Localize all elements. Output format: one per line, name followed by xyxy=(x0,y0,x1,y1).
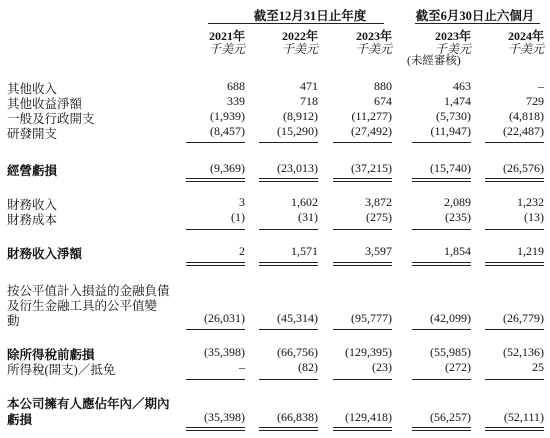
cell-2023: (23) xyxy=(372,360,392,374)
column-unit: 千美元 xyxy=(507,42,544,56)
cell-2021: – xyxy=(239,360,245,374)
cell-2023-h1: 2,089 xyxy=(444,195,471,209)
column-unit: 千美元 xyxy=(208,42,245,56)
cell-2024-h1: 25 xyxy=(532,360,544,374)
cell-2023: 3,872 xyxy=(365,195,392,209)
cell-2023-h1: (11,947) xyxy=(430,124,471,138)
cell-2024-h1: 1,219 xyxy=(517,244,544,258)
subtotal-underline xyxy=(186,142,245,143)
cell-2022: (31) xyxy=(298,210,318,224)
group-title-fiscal-year: 截至12月31日止年度 xyxy=(253,9,367,23)
cell-2023: (37,215) xyxy=(351,161,392,175)
total-double-underline xyxy=(485,262,544,266)
cell-2022: (23,013) xyxy=(277,161,318,175)
row-label-fair-value-change-line2: 及衍生金融工具的公平值變 xyxy=(7,299,158,313)
cell-2023: (275) xyxy=(366,210,392,224)
subtotal-underline xyxy=(485,142,544,143)
cell-2023-h1: (55,985) xyxy=(430,345,471,359)
subtotal-underline xyxy=(412,229,471,230)
subtotal-underline xyxy=(186,329,245,330)
subtotal-underline xyxy=(186,379,245,380)
subtotal-underline xyxy=(259,229,318,230)
cell-2021: (35,398) xyxy=(204,410,245,424)
column-year: 2023年 xyxy=(355,29,392,43)
cell-2023: (11,277) xyxy=(351,109,392,123)
cell-2024-h1: (26,576) xyxy=(503,161,544,175)
total-double-underline xyxy=(412,262,471,266)
cell-2022: (66,756) xyxy=(277,345,318,359)
column-year: 2024年 xyxy=(507,29,544,43)
row-label-fair-value-change-line3: 動 xyxy=(7,314,20,328)
cell-2023-h1: 1,854 xyxy=(444,244,471,258)
cell-2021: (1,939) xyxy=(210,109,245,123)
subtotal-underline xyxy=(186,229,245,230)
column-year: 2021年 xyxy=(208,29,245,43)
subtotal-underline xyxy=(259,329,318,330)
cell-2023-h1: (235) xyxy=(445,210,471,224)
subtotal-underline xyxy=(412,142,471,143)
total-double-underline xyxy=(412,427,471,431)
cell-2023: 674 xyxy=(374,94,392,108)
row-label-loss-before-tax: 除所得稅前虧損 xyxy=(7,348,95,362)
cell-2024-h1: – xyxy=(538,79,544,93)
cell-2021: (26,031) xyxy=(204,311,245,325)
cell-2021: 2 xyxy=(239,244,245,258)
cell-2021: (35,398) xyxy=(204,345,245,359)
cell-2023-h1: 463 xyxy=(453,79,471,93)
total-double-underline xyxy=(259,262,318,266)
total-double-underline xyxy=(333,427,392,431)
cell-2024-h1: 1,232 xyxy=(517,195,544,209)
group-underline-sixmonth xyxy=(415,23,540,24)
total-double-underline xyxy=(259,427,318,431)
subtotal-underline xyxy=(412,329,471,330)
column-unit: 千美元 xyxy=(281,42,318,56)
row-label-operating-loss: 經營虧損 xyxy=(7,164,58,178)
subtotal-underline xyxy=(485,379,544,380)
cell-2022: 718 xyxy=(300,94,318,108)
subtotal-underline xyxy=(333,379,392,380)
cell-2022: 1,602 xyxy=(291,195,318,209)
total-double-underline xyxy=(333,178,392,182)
total-double-underline xyxy=(186,178,245,182)
cell-2022: (8,912) xyxy=(283,109,318,123)
cell-2023-h1: (42,099) xyxy=(430,311,471,325)
cell-2023-h1: (56,257) xyxy=(430,410,471,424)
row-label-attributable-loss-line1: 本公司擁有人應佔年內／期內 xyxy=(7,397,170,411)
subtotal-underline xyxy=(412,379,471,380)
cell-2022: (66,838) xyxy=(277,410,318,424)
group-title-six-months: 截至6月30日止六個月 xyxy=(415,9,535,23)
cell-2024-h1: (52,136) xyxy=(503,345,544,359)
cell-2021: 339 xyxy=(227,94,245,108)
column-unit: 千美元 xyxy=(434,42,471,56)
cell-2023-h1: (15,740) xyxy=(430,161,471,175)
column-year: 2023年 xyxy=(434,29,471,43)
total-double-underline xyxy=(186,427,245,431)
cell-2023: 3,597 xyxy=(365,244,392,258)
cell-2023: (27,492) xyxy=(351,124,392,138)
cell-2022: (45,314) xyxy=(277,311,318,325)
cell-2022: (82) xyxy=(298,360,318,374)
cell-2023: (129,395) xyxy=(345,345,392,359)
total-double-underline xyxy=(333,262,392,266)
row-label-rd-expenses: 研發開支 xyxy=(7,127,58,141)
cell-2023-h1: (5,730) xyxy=(436,109,471,123)
cell-2021: (8,457) xyxy=(210,124,245,138)
row-label-finance-costs: 財務成本 xyxy=(7,213,58,227)
total-double-underline xyxy=(485,178,544,182)
cell-2021: (1) xyxy=(231,210,245,224)
cell-2022: 471 xyxy=(300,79,318,93)
cell-2023: 880 xyxy=(374,79,392,93)
group-underline-fiscal xyxy=(208,23,384,24)
row-label-admin-expenses: 一般及行政開支 xyxy=(7,112,95,126)
row-label-other-income: 其他收入 xyxy=(7,82,58,96)
column-note-unaudited: (未經審核) xyxy=(407,55,461,67)
cell-2024-h1: (4,818) xyxy=(509,109,544,123)
cell-2024-h1: (13) xyxy=(524,210,544,224)
cell-2023-h1: 1,474 xyxy=(444,94,471,108)
total-double-underline xyxy=(412,178,471,182)
cell-2021: (9,369) xyxy=(210,161,245,175)
total-double-underline xyxy=(259,178,318,182)
subtotal-underline xyxy=(333,329,392,330)
subtotal-underline xyxy=(485,329,544,330)
column-unit: 千美元 xyxy=(355,42,392,56)
row-label-other-gains-net: 其他收益淨額 xyxy=(7,97,83,111)
subtotal-underline xyxy=(485,229,544,230)
row-label-attributable-loss-line2: 虧損 xyxy=(7,413,33,427)
cell-2023: (95,777) xyxy=(351,311,392,325)
cell-2024-h1: (22,487) xyxy=(503,124,544,138)
cell-2023: (129,418) xyxy=(345,410,392,424)
row-label-fair-value-change-line1: 按公平值計入損益的金融負債 xyxy=(7,284,170,298)
column-year: 2022年 xyxy=(281,29,318,43)
cell-2021: 3 xyxy=(239,195,245,209)
total-double-underline xyxy=(186,262,245,266)
cell-2023-h1: (272) xyxy=(445,360,471,374)
subtotal-underline xyxy=(259,142,318,143)
cell-2022: 1,571 xyxy=(291,244,318,258)
row-label-finance-income: 財務收入 xyxy=(7,198,58,212)
subtotal-underline xyxy=(333,142,392,143)
cell-2024-h1: 729 xyxy=(526,94,544,108)
cell-2021: 688 xyxy=(227,79,245,93)
row-label-income-tax: 所得稅(開支)／抵免 xyxy=(7,363,116,377)
cell-2022: (15,290) xyxy=(277,124,318,138)
row-label-net-finance-income: 財務收入淨額 xyxy=(7,247,83,261)
cell-2024-h1: (26,779) xyxy=(503,311,544,325)
cell-2024-h1: (52,111) xyxy=(503,410,544,424)
subtotal-underline xyxy=(333,229,392,230)
subtotal-underline xyxy=(259,379,318,380)
total-double-underline xyxy=(485,427,544,431)
